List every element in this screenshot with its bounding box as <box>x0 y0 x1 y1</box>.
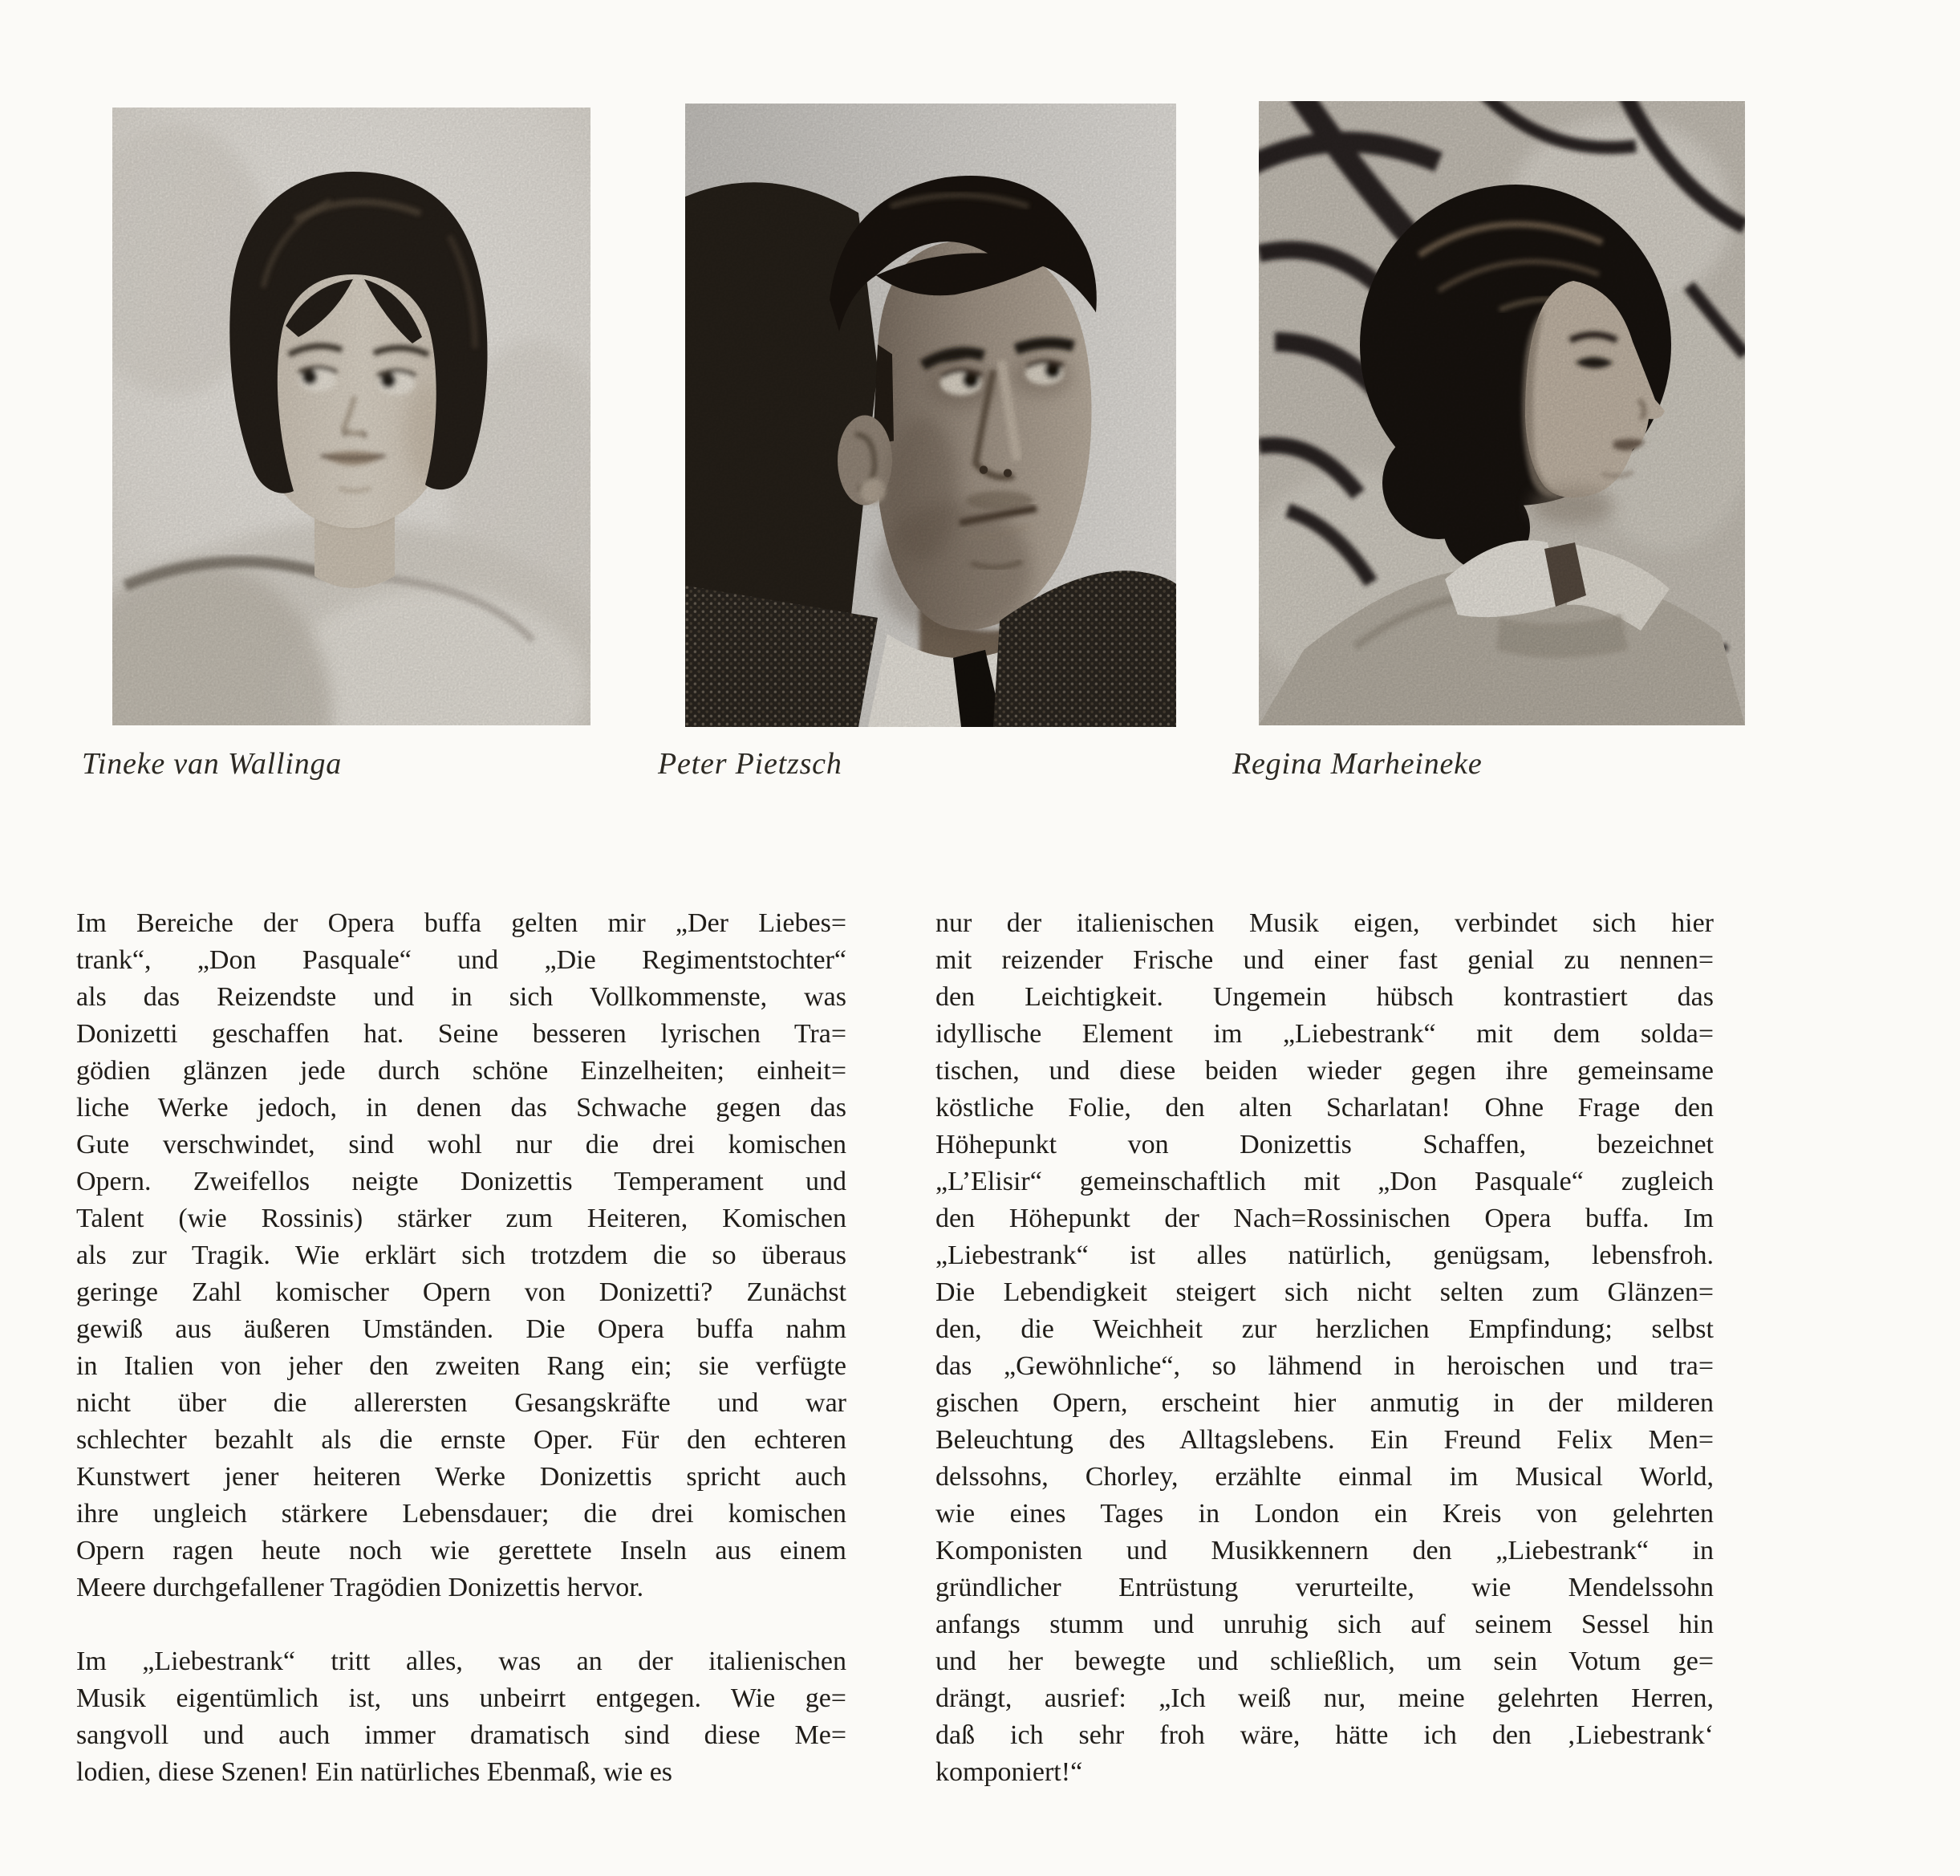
portrait-photo-peter-pietzsch <box>685 104 1176 727</box>
text-line: „Liebestrank“ ist alles natürlich, genügsam, lebensfroh. <box>935 1241 1714 1270</box>
text-line: als zur Tragik. Wie erklärt sich trotzdem die so überaus <box>76 1241 846 1270</box>
text-line: in Italien von jeher den zweiten Rang ein; sie verfügte <box>76 1351 846 1381</box>
portrait-illustration-woman-collar-branches <box>1259 101 1745 725</box>
text-line: lodien, diese Szenen! Ein natürliches Ebenmaß, wie es <box>76 1757 673 1787</box>
text-line: geringe Zahl komischer Opern von Donizetti? Zunächst <box>76 1277 846 1307</box>
text-line: Im Bereiche der Opera buffa gelten mir „Der Liebes= <box>76 908 846 938</box>
text-line: Die Lebendigkeit steigert sich nicht selten zum Glänzen= <box>935 1277 1714 1307</box>
portrait-illustration-man-jacket-tie <box>685 104 1176 727</box>
portrait-photo-regina-marheineke <box>1259 101 1745 725</box>
text-line: Kunstwert jener heiteren Werke Donizettis spricht auch <box>76 1462 846 1492</box>
text-line: gischen Opern, erscheint hier anmutig in der milderen <box>935 1388 1714 1418</box>
text-column-left <box>76 905 846 1791</box>
photo-caption-regina-marheineke: Regina Marheineke <box>1232 747 1483 781</box>
text-line: nicht über die allerersten Gesangskräfte und war <box>76 1388 846 1418</box>
text-line: Musik eigentümlich ist, uns unbeirrt entgegen. Wie ge= <box>76 1683 846 1713</box>
text-line: Höhepunkt von Donizettis Schaffen, bezeichnet <box>935 1130 1714 1159</box>
text-line: anfangs stumm und unruhig sich auf seinem Sessel hin <box>935 1610 1714 1639</box>
text-line: schlechter bezahlt als die ernste Oper. Für den echteren <box>76 1425 846 1455</box>
text-line: Meere durchgefallener Tragödien Donizettis hervor. <box>76 1573 644 1602</box>
text-line: gründlicher Entrüstung verurteilte, wie Mendelssohn <box>935 1573 1714 1602</box>
paragraph <box>935 905 1714 1791</box>
text-line: den Leichtigkeit. Ungemein hübsch kontrastiert das <box>935 982 1714 1012</box>
text-line: Opern. Zweifellos neigte Donizettis Temperament und <box>76 1167 846 1196</box>
text-line: ihre ungleich stärkere Lebensdauer; die drei komischen <box>76 1499 846 1529</box>
text-line: den Höhepunkt der Nach=Rossinischen Opera buffa. Im <box>935 1204 1714 1233</box>
text-line: und her bewegte und schließlich, um sein Votum ge= <box>935 1647 1714 1676</box>
text-line: Donizetti geschaffen hat. Seine besseren lyrischen Tra= <box>76 1019 846 1049</box>
text-line: sangvoll und auch immer dramatisch sind diese Me= <box>76 1720 846 1750</box>
paragraph <box>76 905 846 1606</box>
portrait-illustration-woman-bob-fur <box>112 108 590 725</box>
photo-caption-peter-pietzsch: Peter Pietzsch <box>658 747 842 781</box>
text-line: gödien glänzen jede durch schöne Einzelheiten; einheit= <box>76 1056 846 1086</box>
text-line: daß ich sehr froh wäre, hätte ich den ‚Liebestrank‘ <box>935 1720 1714 1750</box>
text-line: Im „Liebestrank“ tritt alles, was an der italienischen <box>76 1647 846 1676</box>
text-column-right <box>935 905 1714 1791</box>
paragraph <box>76 1643 846 1791</box>
text-line: tischen, und diese beiden wieder gegen ihre gemeinsame <box>935 1056 1714 1086</box>
text-line: Talent (wie Rossinis) stärker zum Heiteren, Komischen <box>76 1204 846 1233</box>
portrait-photo-tineke-van-wallinga <box>112 108 590 725</box>
text-line: wie eines Tages in London ein Kreis von gelehrten <box>935 1499 1714 1529</box>
text-line: gewiß aus äußeren Umständen. Die Opera buffa nahm <box>76 1314 846 1344</box>
photo-caption-tineke-van-wallinga: Tineke van Wallinga <box>82 747 343 781</box>
text-line: den, die Weichheit zur herzlichen Empfindung; selbst <box>935 1314 1714 1344</box>
text-line: delssohns, Chorley, erzählte einmal im Musical World, <box>935 1462 1714 1492</box>
text-line: drängt, ausrief: „Ich weiß nur, meine gelehrten Herren, <box>935 1683 1714 1713</box>
text-line: nur der italienischen Musik eigen, verbindet sich hier <box>935 908 1714 938</box>
text-line: Beleuchtung des Alltagslebens. Ein Freund Felix Men= <box>935 1425 1714 1455</box>
text-line: Komponisten und Musikkennern den „Liebestrank“ in <box>935 1536 1714 1565</box>
text-line: komponiert!“ <box>935 1757 1083 1787</box>
text-line: idyllische Element im „Liebestrank“ mit dem solda= <box>935 1019 1714 1049</box>
text-line: liche Werke jedoch, in denen das Schwache gegen das <box>76 1093 846 1123</box>
text-line: Gute verschwindet, sind wohl nur die drei komischen <box>76 1130 846 1159</box>
text-line: Opern ragen heute noch wie gerettete Inseln aus einem <box>76 1536 846 1565</box>
text-line: mit reizender Frische und einer fast genial zu nennen= <box>935 945 1714 975</box>
text-line: köstliche Folie, den alten Scharlatan! Ohne Frage den <box>935 1093 1714 1123</box>
text-line: als das Reizendste und in sich Vollkommenste, was <box>76 982 846 1012</box>
text-line: das „Gewöhnliche“, so lähmend in heroischen und tra= <box>935 1351 1714 1381</box>
text-line: trank“, „Don Pasquale“ und „Die Regimentstochter“ <box>76 945 846 975</box>
text-line: „L’Elisir“ gemeinschaftlich mit „Don Pasquale“ zugleich <box>935 1167 1714 1196</box>
